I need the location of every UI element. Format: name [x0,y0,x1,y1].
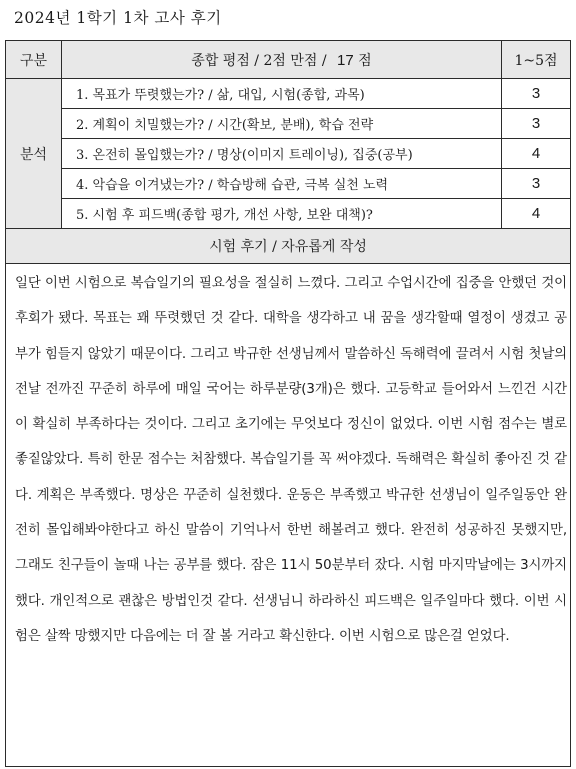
analysis-label: 분석 [6,79,62,229]
question-2: 2. 계획이 치밀했는가? / 시간(확보, 분배), 학습 전략 [62,109,502,139]
score-2: 3 [502,109,571,139]
score-5: 4 [502,199,571,229]
score-range-header: 1~5점 [502,41,571,79]
overall-score-unit: 점 [358,52,372,69]
question-3: 3. 온전히 몰입했는가? / 명상(이미지 트레이닝), 집중(공부) [62,139,502,169]
question-1: 1. 목표가 뚜렷했는가? / 삶, 대입, 시험(종합, 과목) [62,79,502,109]
review-heading-row [6,229,571,264]
score-1: 3 [502,79,571,109]
header-row [6,41,571,79]
question-5: 5. 시험 후 피드백(종합 평가, 개선 사항, 보완 대책)? [62,199,502,229]
analysis-row [6,109,571,139]
analysis-row [6,199,571,229]
question-4: 4. 악습을 이겨냈는가? / 학습방해 습관, 극복 실천 노력 [62,169,502,199]
review-table [5,40,571,767]
page-title: 2024년 1학기 1차 고사 후기 [14,9,222,27]
overall-score-value: 17 [337,51,354,69]
score-4: 3 [502,169,571,199]
analysis-row [6,169,571,199]
overall-score-header [62,41,502,79]
analysis-row [6,79,571,109]
analysis-row [6,139,571,169]
overall-score-label: 종합 평점 / 2점 만점 / [191,52,327,69]
review-body-row [6,264,571,767]
score-3: 4 [502,139,571,169]
review-text: 일단 이번 시험으로 복습일기의 필요성을 절실히 느꼈다. 그리고 수업시간에 집중을 안했던 것이 후회가 됐다. 목표는 꽤 뚜렷했던 것 같다. 대학을 생각하고 내 꿈을 생각할때 열정이 생겼고 공부가 힘들지 않았기 때문이다. 그리고 박규한 선생님께서 말씀하신 독해력에 끌려서 시험 첫날의 전날 전까진 꾸준히 하루에 매일 국어는 하루분량(3개)은 했다. 고등학교 들어와서 느낀건 시간이 확실히 부족하다는 것이다. 그리고 초기에는 무엇보다 정신이 없었다. 이번 시험 점수는 별로 좋짙않았다. 특히 한문 점수는 처참했다. 복습일기를 꼭 써야겠다. 독해력은 확실히 좋아진 것 같다. 계획은 부족했다. 명상은 꾸준히 실천했다. 운동은 부족했고 박규한 선생님이 일주일동안 완전히 몰입해봐야한다고 하신 말씀이 기억나서 한번 해볼려고 했다. 완전히 성공하진 못했지만, 그래도 친구들이 놀때 나는 공부를 했다. 잠은 11시 50분부터 잤다. 시험 마지막날에는 3시까지 했다. 개인적으로 괜찮은 방법인것 같다. 선생님니 하라하신 피드백은 일주일마다 했다. 이번 시험은 살짝 망했지만 다음에는 더 잘 볼 거라고 확신한다. 이번 시험으로 많은걸 얻었다. [6,264,571,767]
review-heading: 시험 후기 / 자유롭게 작성 [6,229,571,264]
category-header: 구분 [6,41,62,79]
